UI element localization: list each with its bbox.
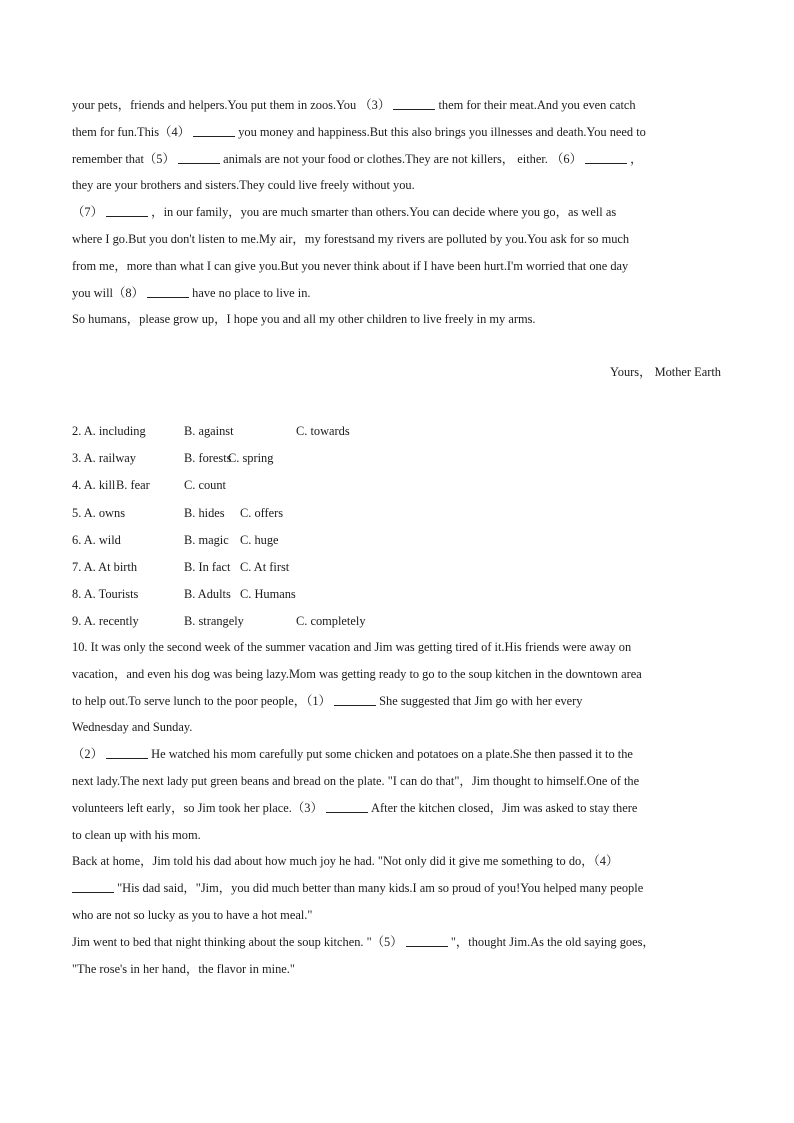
option-row	[72, 581, 732, 608]
answer-blank[interactable]	[178, 151, 220, 164]
text-line	[72, 822, 732, 849]
option-c[interactable]: C. spring	[228, 451, 274, 466]
text-line	[72, 875, 732, 902]
option-row	[72, 445, 732, 472]
text-segment: who are not so lucky as you to have a hot meal."	[72, 907, 313, 922]
text-line	[72, 172, 732, 199]
text-segment: from me，more than what I can give you.But you never think about if I have been hurt.I'm worried that one day	[72, 258, 629, 273]
answer-blank[interactable]	[193, 124, 235, 137]
text-line	[72, 929, 732, 956]
text-line	[72, 848, 732, 875]
text-segment: where I go.But you don't listen to me.My air，my forestsand my rivers are polluted by you.You ask for so much	[72, 231, 630, 246]
text-line	[72, 146, 732, 173]
option-c[interactable]: C. towards	[296, 424, 350, 438]
option-row	[72, 472, 732, 499]
text-segment: you will（8）	[72, 285, 148, 300]
answer-blank[interactable]	[326, 800, 368, 813]
option-c[interactable]: C. completely	[296, 614, 366, 629]
answer-blank[interactable]	[334, 693, 376, 706]
answer-blank[interactable]	[106, 746, 148, 759]
option-b[interactable]: B. hides	[184, 505, 225, 520]
text-segment: He watched his mom carefully put some chicken and potatoes on a plate.She then passed it to the	[148, 747, 633, 762]
text-segment: animals are not your food or clothes.They are not killers， either. （6）	[219, 151, 586, 166]
option-row	[72, 527, 732, 554]
text-line	[72, 306, 732, 333]
text-segment: "，thought Jim.As the old saying goes，	[447, 934, 655, 949]
option-row	[72, 608, 732, 635]
option-c[interactable]: C. offers	[240, 505, 284, 520]
text-segment: volunteers left early，so Jim took her place.（3）	[72, 800, 326, 815]
option-a[interactable]: 2. A. including	[72, 424, 146, 438]
option-c[interactable]: C. count	[184, 478, 226, 493]
option-a[interactable]: 8. A. Tourists	[72, 587, 139, 602]
option-c[interactable]: C. huge	[240, 532, 279, 547]
passage-2	[72, 634, 732, 982]
answer-blank[interactable]	[406, 934, 448, 947]
text-segment: So humans，please grow up，I hope you and all my other children to live freely in my arms.	[72, 312, 536, 327]
text-line	[72, 634, 732, 661]
text-segment: "The rose's in her hand，the flavor in mine."	[72, 961, 295, 976]
option-a[interactable]: 9. A. recently	[72, 614, 139, 629]
option-b[interactable]: B. against	[184, 424, 234, 438]
text-segment: Back at home，Jim told his dad about how much joy he had. "Not only did it give me something to do，（4）	[72, 854, 619, 869]
option-c[interactable]: C. At first	[240, 559, 290, 574]
option-a[interactable]: 5. A. owns	[72, 505, 126, 520]
option-row	[72, 418, 732, 445]
text-segment: your pets，friends and helpers.You put them in zoos.You （3）	[72, 98, 394, 112]
text-segment: Wednesday and Sunday.	[72, 720, 193, 735]
text-line	[72, 741, 732, 768]
option-b[interactable]: B. strangely	[184, 614, 244, 629]
option-a[interactable]: 7. A. At birth	[72, 559, 138, 574]
passage-1	[72, 92, 732, 333]
text-segment: She suggested that Jim go with her every	[376, 693, 583, 708]
text-line	[72, 661, 732, 688]
option-a[interactable]: 6. A. wild	[72, 532, 121, 547]
option-b[interactable]: B. Adults	[184, 587, 231, 602]
text-segment: to clean up with his mom.	[72, 827, 201, 842]
text-segment: ，in our family，you are much smarter than others.You can decide where you go，as well as	[148, 205, 617, 220]
text-segment: they are your brothers and sisters.They could live freely without you.	[72, 178, 415, 193]
text-segment: Jim went to bed that night thinking about the soup kitchen. "（5）	[72, 934, 406, 949]
text-segment: After the kitchen closed，Jim was asked to stay there	[367, 800, 638, 815]
options-list	[72, 418, 732, 636]
option-b[interactable]: B. In fact	[184, 559, 231, 574]
text-line	[72, 119, 732, 146]
option-b[interactable]: B. magic	[184, 532, 229, 547]
letter-signature: Yours， Mother Earth	[610, 365, 721, 379]
text-segment: to help out.To serve lunch to the poor people，（1）	[72, 693, 335, 708]
option-b[interactable]: B. fear	[116, 478, 150, 493]
text-segment: ，	[627, 151, 643, 166]
option-a[interactable]: 3. A. railway	[72, 451, 137, 466]
text-segment: them for their meat.And you even catch	[435, 98, 636, 112]
text-line	[72, 768, 732, 795]
option-row	[72, 500, 732, 527]
text-line	[72, 280, 732, 307]
option-c[interactable]: C. Humans	[240, 587, 296, 602]
answer-blank[interactable]	[72, 880, 114, 893]
text-segment: next lady.The next lady put green beans and bread on the plate. "I can do that"，Jim thought to himself.One of the	[72, 773, 640, 788]
text-segment: have no place to live in.	[189, 285, 311, 300]
answer-blank[interactable]	[106, 204, 148, 217]
option-b[interactable]: B. forests	[184, 451, 232, 466]
text-line	[72, 714, 732, 741]
text-segment: them for fun.This（4）	[72, 124, 194, 139]
text-line	[72, 199, 732, 226]
option-row	[72, 554, 732, 581]
text-line	[72, 253, 732, 280]
text-segment: 10. It was only the second week of the summer vacation and Jim was getting tired of it.His friends were away on	[72, 640, 632, 654]
text-line	[72, 956, 732, 983]
text-line	[72, 226, 732, 253]
text-segment: you money and happiness.But this also brings you illnesses and death.You need to	[235, 124, 646, 139]
text-segment: remember that（5）	[72, 151, 178, 166]
text-segment: （2）	[72, 747, 107, 762]
text-segment: "His dad said，"Jim，you did much better than many kids.I am so proud of you!You helped many people	[114, 881, 644, 896]
answer-blank[interactable]	[393, 97, 435, 110]
text-line	[72, 795, 732, 822]
text-segment: vacation，and even his dog was being lazy.Mom was getting ready to go to the soup kitchen in the downtown area	[72, 666, 642, 681]
text-line	[72, 92, 732, 119]
text-line	[72, 902, 732, 929]
answer-blank[interactable]	[585, 151, 627, 164]
text-segment: （7）	[72, 205, 107, 220]
answer-blank[interactable]	[147, 285, 189, 298]
text-line	[72, 688, 732, 715]
option-a[interactable]: 4. A. kill	[72, 478, 116, 493]
